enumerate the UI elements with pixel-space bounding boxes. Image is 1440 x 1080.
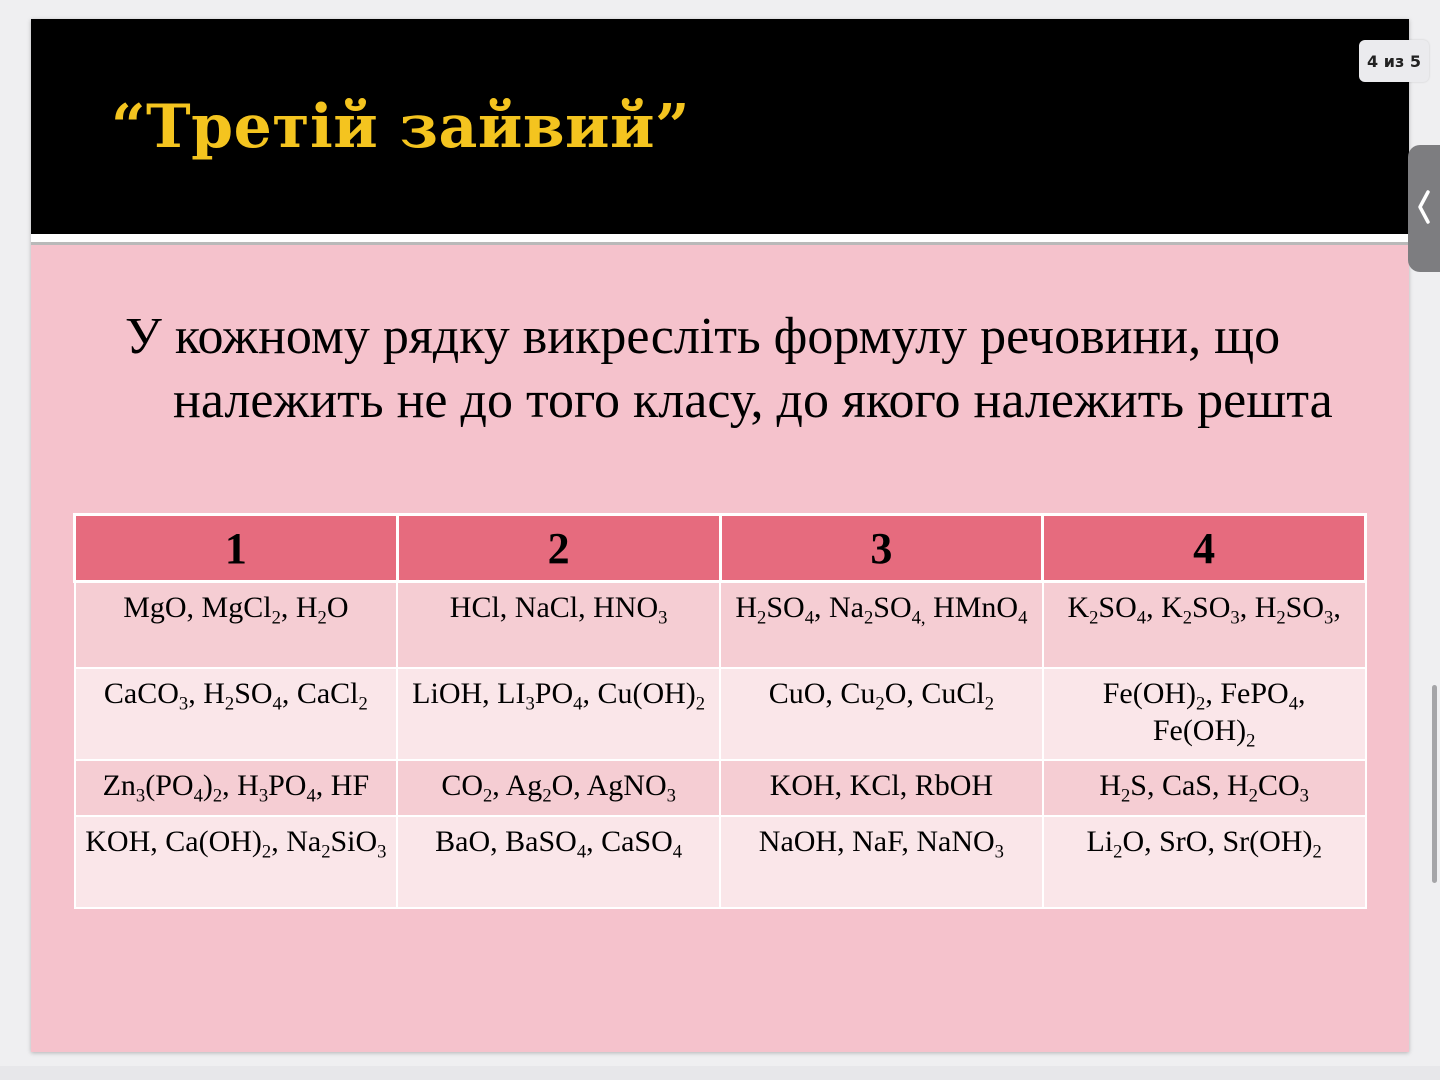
- page-indicator: 4 из 5: [1359, 40, 1429, 82]
- side-panel-toggle[interactable]: [1408, 145, 1440, 272]
- formula-cell: $H_2S$, CaS, $H_2CO_3$: [1043, 760, 1366, 816]
- chevron-left-icon: [1416, 189, 1432, 229]
- table-row: [75, 816, 1366, 908]
- formula-cell: LiOH, $LI_3PO_4$, $Cu(OH)_2$: [397, 668, 720, 760]
- formula-cell: $K_2SO_4$, $K_2SO_3$, $H_2SO_3$,: [1043, 582, 1366, 669]
- table-header-row: [75, 515, 1366, 582]
- formula-cell: BaO, BaSO$_4$, CaSO$_4$: [397, 816, 720, 908]
- formula-cell: $Li_2O$, SrO, $Sr(OH)_2$: [1043, 816, 1366, 908]
- formula-cell: CuO, $Cu_2O$, CuCl$_2$: [720, 668, 1043, 760]
- viewer-bottom-bar: [0, 1066, 1440, 1080]
- table-row: [75, 582, 1366, 669]
- slide-title: “Третій зайвий”: [111, 92, 691, 162]
- slide-header-band: [31, 19, 1409, 234]
- formula-cell: HCl, NaCl, $HNO_3$: [397, 582, 720, 669]
- table-row: [75, 668, 1366, 760]
- formula-cell: $CO_2$, $Ag_2O$, AgNO$_3$: [397, 760, 720, 816]
- formula-cell: $H_2SO_4$, $Na_2SO_{4,}$ HMnO$_4$: [720, 582, 1043, 669]
- column-header-2: 2: [397, 515, 720, 582]
- formula-cell: $Fe(OH)_2$, FePO$_4$, $Fe(OH)_2$: [1043, 668, 1366, 760]
- table-row: [75, 760, 1366, 816]
- formula-cell: KOH, KCl, RbOH: [720, 760, 1043, 816]
- presentation-slide: [31, 19, 1409, 1052]
- scrollbar-thumb[interactable]: [1432, 685, 1437, 883]
- formula-cell: $Zn_3(PO_4)_2$, $H_3PO_4$, HF: [75, 760, 398, 816]
- formula-cell: NaOH, NaF, NaNO$_3$: [720, 816, 1043, 908]
- header-divider: [31, 234, 1409, 242]
- column-header-3: 3: [720, 515, 1043, 582]
- column-header-1: 1: [75, 515, 398, 582]
- column-header-4: 4: [1043, 515, 1366, 582]
- header-divider-shadow: [31, 242, 1409, 245]
- instruction-text: У кожному рядку викресліть формулу речовини, що належить не до того класу, до якого належить решта: [125, 308, 1333, 429]
- formula-cell: MgO, MgCl$_2$, $H_2O$: [75, 582, 398, 669]
- formula-cell: CaCO$_3$, $H_2SO_4$, CaCl$_2$: [75, 668, 398, 760]
- formula-table: [73, 513, 1367, 909]
- formula-cell: KOH, $Ca(OH)_2$, $Na_2SiO_3$: [75, 816, 398, 908]
